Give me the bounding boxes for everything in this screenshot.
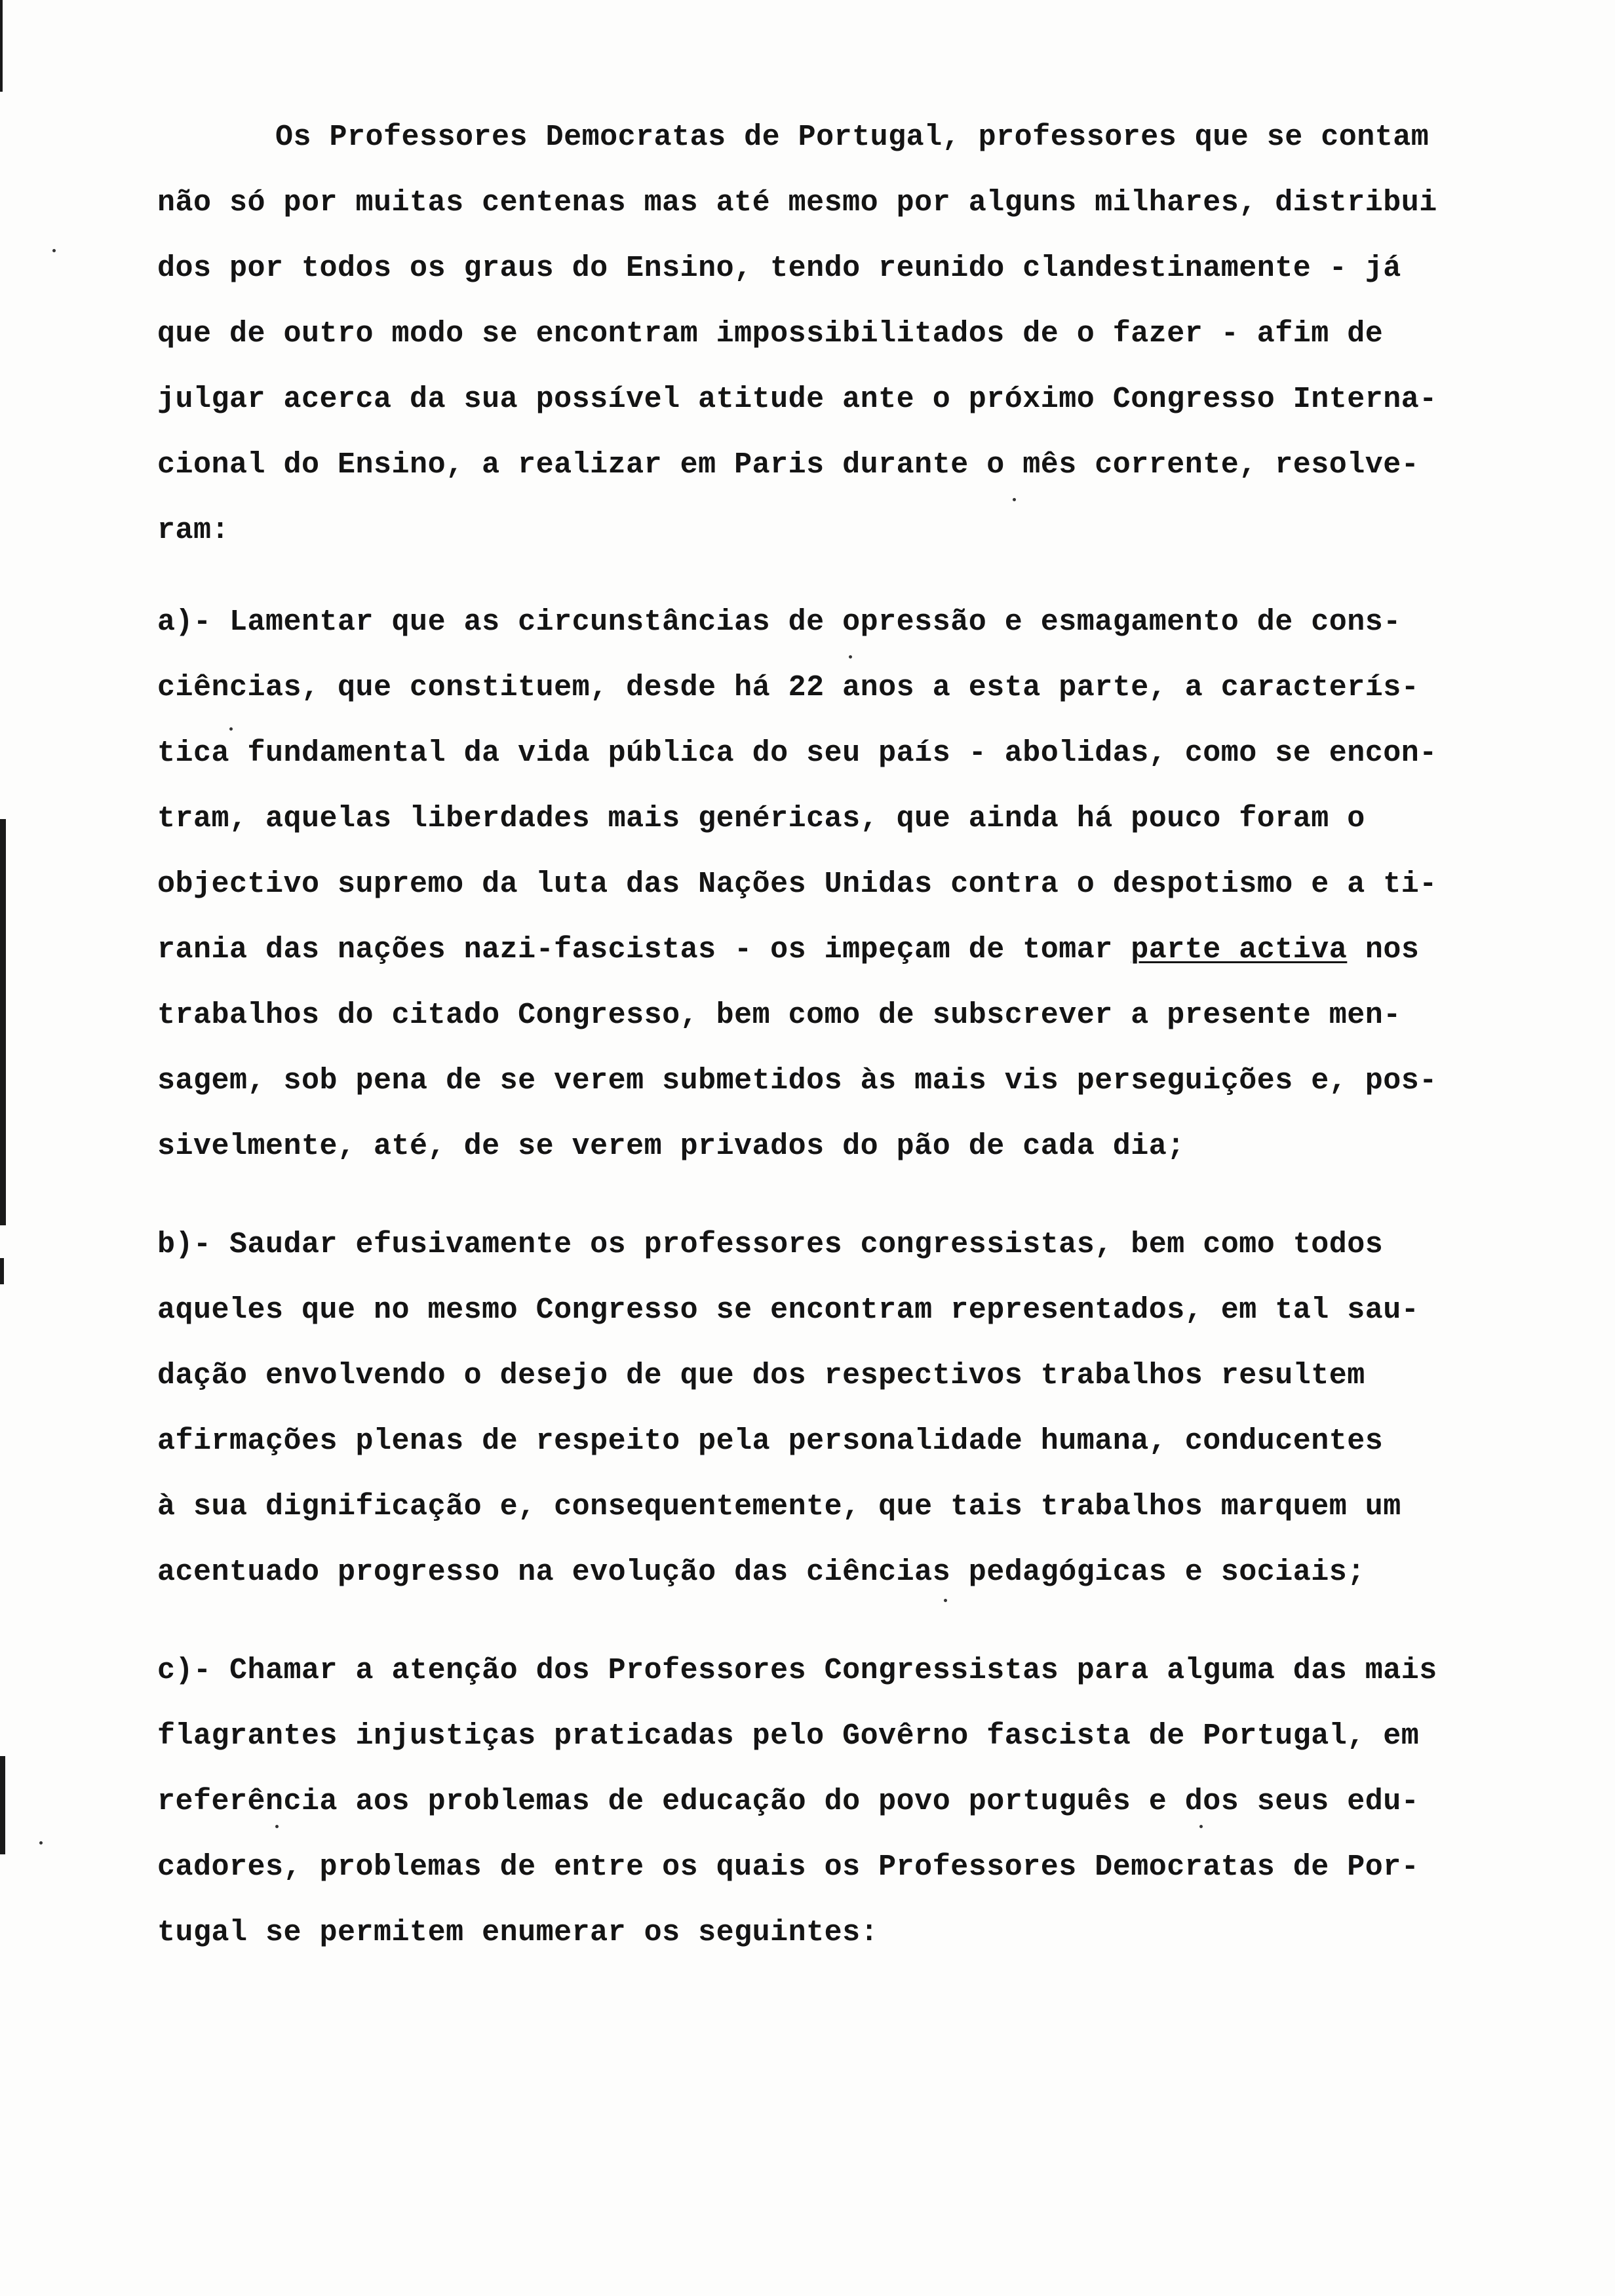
intro-paragraph <box>157 105 1553 564</box>
text-line: ciências, que constituem, desde há 22 anos a esta parte, a caracterís- <box>157 671 1420 704</box>
text-line: sivelmente, até, de se verem privados do pão de cada dia; <box>157 1130 1185 1163</box>
text-line: tugal se permitem enumerar os seguintes: <box>157 1916 879 1949</box>
text-line: b)- Saudar efusivamente os professores congressistas, bem como todos <box>157 1228 1384 1261</box>
text-line-with-emphasis <box>157 917 1553 983</box>
binding-edge <box>0 0 9 2296</box>
binding-mark <box>0 0 3 92</box>
binding-mark <box>0 1756 5 1854</box>
item-c-paragraph <box>157 1638 1553 1966</box>
underlined-phrase: parte activa <box>1131 933 1348 966</box>
text-line: objectivo supremo da luta das Nações Unidas contra o despotismo e a ti- <box>157 868 1437 901</box>
text-line: ram: <box>157 514 230 547</box>
text-line: dos por todos os graus do Ensino, tendo reunido clandestinamente - já <box>157 252 1401 285</box>
text-line: cadores, problemas de entre os quais os Professores Democratas de Por- <box>157 1850 1420 1884</box>
text-line: a)- Lamentar que as circunstâncias de opressão e esmagamento de cons- <box>157 605 1401 639</box>
text-line: à sua dignificação e, consequentemente, que tais trabalhos marquem um <box>157 1490 1401 1523</box>
text-line: referência aos problemas de educação do povo português e dos seus edu- <box>157 1785 1420 1818</box>
text-line: que de outro modo se encontram impossibilitados de o fazer - afim de <box>157 317 1384 351</box>
binding-mark <box>0 819 6 1225</box>
text-line: c)- Chamar a atenção dos Professores Congressistas para alguma das mais <box>157 1654 1437 1687</box>
item-a-paragraph <box>157 590 1553 1179</box>
text-line: julgar acerca da sua possível atitude ante o próximo Congresso Interna- <box>157 383 1437 416</box>
item-b-paragraph <box>157 1212 1553 1605</box>
text-line: tram, aquelas liberdades mais genéricas, que ainda há pouco foram o <box>157 802 1365 835</box>
text-line: cional do Ensino, a realizar em Paris durante o mês corrente, resolve- <box>157 448 1420 482</box>
text-line: Os Professores Democratas de Portugal, professores que se contam <box>275 121 1430 154</box>
text-line: sagem, sob pena de se verem submetidos às mais vis perseguições e, pos- <box>157 1064 1437 1098</box>
text-line: não só por muitas centenas mas até mesmo por alguns milhares, distribui <box>157 186 1437 220</box>
paper-speck <box>39 1841 43 1845</box>
text-segment: nos <box>1347 933 1420 966</box>
text-line: afirmações plenas de respeito pela personalidade humana, conducentes <box>157 1425 1384 1458</box>
text-line: dação envolvendo o desejo de que dos respectivos trabalhos resultem <box>157 1359 1365 1392</box>
text-line: tica fundamental da vida pública do seu país - abolidas, como se encon- <box>157 737 1437 770</box>
text-segment: rania das nações nazi-fascistas - os impeçam de tomar <box>157 933 1131 966</box>
text-line: trabalhos do citado Congresso, bem como de subscrever a presente men- <box>157 999 1401 1032</box>
text-line: acentuado progresso na evolução das ciências pedagógicas e sociais; <box>157 1556 1365 1589</box>
paper-speck <box>52 249 56 252</box>
binding-mark <box>0 1258 4 1284</box>
text-line: aqueles que no mesmo Congresso se encontram representados, em tal sau- <box>157 1293 1420 1327</box>
text-line: flagrantes injustiças praticadas pelo Govêrno fascista de Portugal, em <box>157 1719 1420 1753</box>
